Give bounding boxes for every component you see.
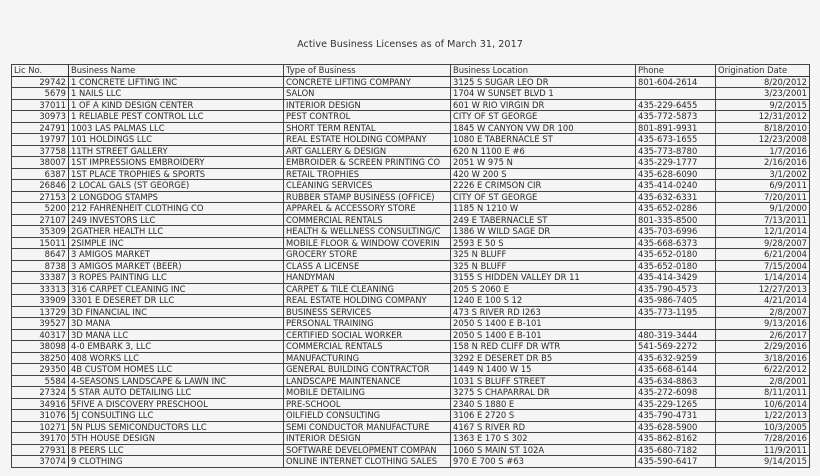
business-type-cell: CARPET & TILE CLEANING: [284, 283, 451, 295]
lic-no-cell: 37074: [12, 456, 69, 468]
lic-no-cell: 24791: [12, 122, 69, 134]
business-name-cell: 11TH STREET GALLERY: [69, 145, 284, 157]
header-business-location: Business Location: [451, 65, 636, 77]
phone-cell: 801-891-9931: [636, 122, 716, 134]
business-location-cell: 3125 S SUGAR LEO DR: [451, 76, 636, 88]
table-row: [12, 341, 810, 353]
table-row: [12, 306, 810, 318]
table-body: [12, 76, 810, 467]
phone-cell: 435-652-0180: [636, 260, 716, 272]
table-row: [12, 249, 810, 261]
table-row: [12, 111, 810, 123]
lic-no-cell: 38250: [12, 352, 69, 364]
phone-cell: 435-790-4731: [636, 410, 716, 422]
business-location-cell: 1031 S BLUFF STREET: [451, 375, 636, 387]
business-location-cell: 325 N BLUFF: [451, 249, 636, 261]
lic-no-cell: 5679: [12, 88, 69, 100]
header-type-of-business: Type of Business: [284, 65, 451, 77]
business-type-cell: CERTIFIED SOCIAL WORKER: [284, 329, 451, 341]
business-location-cell: 3275 S CHAPARRAL DR: [451, 387, 636, 399]
table-row: [12, 421, 810, 433]
origination-date-cell: 3/18/2016: [716, 352, 810, 364]
lic-no-cell: 33909: [12, 295, 69, 307]
origination-date-cell: 2/16/2016: [716, 157, 810, 169]
phone-cell: 435-673-1655: [636, 134, 716, 146]
table-row: [12, 283, 810, 295]
business-type-cell: HANDYMAN: [284, 272, 451, 284]
business-name-cell: 101 HOLDINGS LLC: [69, 134, 284, 146]
lic-no-cell: 38098: [12, 341, 69, 353]
origination-date-cell: 8/18/2010: [716, 122, 810, 134]
table-row: [12, 318, 810, 330]
business-location-cell: 3292 E DESERET DR B5: [451, 352, 636, 364]
business-name-cell: 9 CLOTHING: [69, 456, 284, 468]
lic-no-cell: 10271: [12, 421, 69, 433]
business-location-cell: 1845 W CANYON VW DR 100: [451, 122, 636, 134]
lic-no-cell: 19797: [12, 134, 69, 146]
business-type-cell: APPAREL & ACCESSORY STORE: [284, 203, 451, 215]
table-row: [12, 375, 810, 387]
header-business-name: Business Name: [69, 65, 284, 77]
business-location-cell: 1704 W SUNSET BLVD 1: [451, 88, 636, 100]
business-name-cell: 408 WORKS LLC: [69, 352, 284, 364]
business-name-cell: 3D FINANCIAL INC: [69, 306, 284, 318]
table-row: [12, 134, 810, 146]
origination-date-cell: 9/13/2016: [716, 318, 810, 330]
business-type-cell: COMMERCIAL RENTALS: [284, 214, 451, 226]
origination-date-cell: 10/3/2005: [716, 421, 810, 433]
lic-no-cell: 29742: [12, 76, 69, 88]
business-name-cell: 3301 E DESERET DR LLC: [69, 295, 284, 307]
lic-no-cell: 35309: [12, 226, 69, 238]
business-type-cell: INTERIOR DESIGN: [284, 433, 451, 445]
lic-no-cell: 31076: [12, 410, 69, 422]
business-location-cell: 970 E 700 S #63: [451, 456, 636, 468]
business-type-cell: GENERAL BUILDING CONTRACTOR: [284, 364, 451, 376]
business-type-cell: LANDSCAPE MAINTENANCE: [284, 375, 451, 387]
table-row: [12, 237, 810, 249]
phone-cell: 435-668-6144: [636, 364, 716, 376]
lic-no-cell: 5200: [12, 203, 69, 215]
origination-date-cell: 12/23/2008: [716, 134, 810, 146]
phone-cell: 435-272-6098: [636, 387, 716, 399]
business-name-cell: 5FIVE A DISCOVERY PRESCHOOL: [69, 398, 284, 410]
business-type-cell: RUBBER STAMP BUSINESS (OFFICE): [284, 191, 451, 203]
business-type-cell: OILFIELD CONSULTING: [284, 410, 451, 422]
business-type-cell: HEALTH & WELLNESS CONSULTING/C: [284, 226, 451, 238]
lic-no-cell: 5584: [12, 375, 69, 387]
business-name-cell: 5N PLUS SEMICONDUCTORS LLC: [69, 421, 284, 433]
business-location-cell: 2050 S 1400 E B-101: [451, 318, 636, 330]
phone-cell: 435-632-9259: [636, 352, 716, 364]
phone-cell: 435-652-0180: [636, 249, 716, 261]
header-phone: Phone: [636, 65, 716, 77]
business-name-cell: 4-SEASONS LANDSCAPE & LAWN INC: [69, 375, 284, 387]
business-type-cell: CONCRETE LIFTING COMPANY: [284, 76, 451, 88]
table-row: [12, 214, 810, 226]
phone-cell: 541-569-2272: [636, 341, 716, 353]
origination-date-cell: 8/20/2012: [716, 76, 810, 88]
business-name-cell: 1 CONCRETE LIFTING INC: [69, 76, 284, 88]
origination-date-cell: 11/9/2011: [716, 444, 810, 456]
business-name-cell: 3 AMIGOS MARKET: [69, 249, 284, 261]
business-type-cell: MOBILE DETAILING: [284, 387, 451, 399]
phone-cell: 435-628-5900: [636, 421, 716, 433]
table-row: [12, 387, 810, 399]
business-location-cell: 1060 S MAIN ST 102A: [451, 444, 636, 456]
origination-date-cell: 12/31/2012: [716, 111, 810, 123]
table-row: [12, 168, 810, 180]
table-row: [12, 410, 810, 422]
phone-cell: 435-773-1195: [636, 306, 716, 318]
lic-no-cell: 38007: [12, 157, 69, 169]
business-name-cell: 3 AMIGOS MARKET (BEER): [69, 260, 284, 272]
business-location-cell: 1386 W WILD SAGE DR: [451, 226, 636, 238]
lic-no-cell: 8738: [12, 260, 69, 272]
phone-cell: 435-772-5873: [636, 111, 716, 123]
business-location-cell: 158 N RED CLIFF DR WTR: [451, 341, 636, 353]
business-type-cell: COMMERCIAL RENTALS: [284, 341, 451, 353]
origination-date-cell: 6/9/2011: [716, 180, 810, 192]
origination-date-cell: 7/20/2011: [716, 191, 810, 203]
business-location-cell: 601 W RIO VIRGIN DR: [451, 99, 636, 111]
document-title: Active Business Licenses as of March 31, 2017: [297, 39, 523, 50]
origination-date-cell: 10/6/2014: [716, 398, 810, 410]
phone-cell: [636, 88, 716, 100]
phone-cell: 801-604-2614: [636, 76, 716, 88]
origination-date-cell: 6/21/2004: [716, 249, 810, 261]
business-name-cell: 1003 LAS PALMAS LLC: [69, 122, 284, 134]
business-location-cell: 2593 E 50 S: [451, 237, 636, 249]
phone-cell: 480-319-3444: [636, 329, 716, 341]
table-row: [12, 444, 810, 456]
table-row: [12, 203, 810, 215]
table-row: [12, 145, 810, 157]
phone-cell: 435-652-0286: [636, 203, 716, 215]
lic-no-cell: 33387: [12, 272, 69, 284]
origination-date-cell: 9/14/2015: [716, 456, 810, 468]
business-name-cell: 5TH HOUSE DESIGN: [69, 433, 284, 445]
business-location-cell: 1240 E 100 S 12: [451, 295, 636, 307]
origination-date-cell: 9/28/2007: [716, 237, 810, 249]
phone-cell: 435-229-1777: [636, 157, 716, 169]
business-name-cell: 1 OF A KIND DESIGN CENTER: [69, 99, 284, 111]
lic-no-cell: 27153: [12, 191, 69, 203]
business-location-cell: 2051 W 975 N: [451, 157, 636, 169]
origination-date-cell: 7/28/2016: [716, 433, 810, 445]
origination-date-cell: 2/6/2017: [716, 329, 810, 341]
table-row: [12, 191, 810, 203]
business-type-cell: SOFTWARE DEVELOPMENT COMPAN: [284, 444, 451, 456]
business-location-cell: 2340 S 1880 E: [451, 398, 636, 410]
business-location-cell: 1185 N 1210 W: [451, 203, 636, 215]
lic-no-cell: 27324: [12, 387, 69, 399]
phone-cell: 435-986-7405: [636, 295, 716, 307]
phone-cell: 435-634-8863: [636, 375, 716, 387]
business-location-cell: 620 N 1100 E #6: [451, 145, 636, 157]
business-name-cell: 3D MANA LLC: [69, 329, 284, 341]
origination-date-cell: 2/8/2007: [716, 306, 810, 318]
lic-no-cell: 37011: [12, 99, 69, 111]
phone-cell: 435-229-6455: [636, 99, 716, 111]
business-name-cell: 249 INVESTORS LLC: [69, 214, 284, 226]
header-lic-no: Lic No.: [12, 65, 69, 77]
business-type-cell: PERSONAL TRAINING: [284, 318, 451, 330]
business-type-cell: SALON: [284, 88, 451, 100]
table-row: [12, 180, 810, 192]
table-row: [12, 99, 810, 111]
business-name-cell: 3D MANA: [69, 318, 284, 330]
lic-no-cell: 39170: [12, 433, 69, 445]
business-licenses-table: [11, 64, 810, 468]
business-location-cell: 1363 E 170 S 302: [451, 433, 636, 445]
business-type-cell: MOBILE FLOOR & WINDOW COVERIN: [284, 237, 451, 249]
business-location-cell: 1449 N 1400 W 15: [451, 364, 636, 376]
origination-date-cell: 12/1/2014: [716, 226, 810, 238]
phone-cell: 435-590-6417: [636, 456, 716, 468]
business-name-cell: 4B CUSTOM HOMES LLC: [69, 364, 284, 376]
business-type-cell: INTERIOR DESIGN: [284, 99, 451, 111]
lic-no-cell: 33313: [12, 283, 69, 295]
table-header-row: [12, 65, 810, 77]
table-row: [12, 272, 810, 284]
business-name-cell: 1ST IMPRESSIONS EMBROIDERY: [69, 157, 284, 169]
origination-date-cell: 2/29/2016: [716, 341, 810, 353]
business-type-cell: CLEANING SERVICES: [284, 180, 451, 192]
lic-no-cell: 27931: [12, 444, 69, 456]
business-name-cell: 8 PEERS LLC: [69, 444, 284, 456]
phone-cell: 435-628-6090: [636, 168, 716, 180]
phone-cell: 435-414-3429: [636, 272, 716, 284]
table-row: [12, 398, 810, 410]
origination-date-cell: 8/11/2011: [716, 387, 810, 399]
lic-no-cell: 30973: [12, 111, 69, 123]
table-row: [12, 456, 810, 468]
lic-no-cell: 40317: [12, 329, 69, 341]
business-name-cell: 1 RELIABLE PEST CONTROL LLC: [69, 111, 284, 123]
business-name-cell: 1 NAILS LLC: [69, 88, 284, 100]
business-name-cell: 3 ROPES PAINTING LLC: [69, 272, 284, 284]
lic-no-cell: 39527: [12, 318, 69, 330]
business-name-cell: 2GATHER HEALTH LLC: [69, 226, 284, 238]
origination-date-cell: 9/1/2000: [716, 203, 810, 215]
business-name-cell: 4-0 EMBARK 3, LLC: [69, 341, 284, 353]
business-type-cell: BUSINESS SERVICES: [284, 306, 451, 318]
origination-date-cell: 2/8/2001: [716, 375, 810, 387]
business-type-cell: SEMI CONDUCTOR MANUFACTURE: [284, 421, 451, 433]
origination-date-cell: 3/23/2001: [716, 88, 810, 100]
business-location-cell: CITY OF ST GEORGE: [451, 191, 636, 203]
table-row: [12, 352, 810, 364]
business-location-cell: CITY OF ST GEORGE: [451, 111, 636, 123]
business-location-cell: 1080 E TABERNACLE ST: [451, 134, 636, 146]
business-location-cell: 4167 S RIVER RD: [451, 421, 636, 433]
origination-date-cell: 4/21/2014: [716, 295, 810, 307]
phone-cell: 435-790-4573: [636, 283, 716, 295]
table-row: [12, 226, 810, 238]
business-name-cell: 1ST PLACE TROPHIES & SPORTS: [69, 168, 284, 180]
origination-date-cell: 6/22/2012: [716, 364, 810, 376]
table-row: [12, 260, 810, 272]
business-location-cell: 420 W 200 S: [451, 168, 636, 180]
phone-cell: 801-335-8500: [636, 214, 716, 226]
phone-cell: 435-773-8780: [636, 145, 716, 157]
table-row: [12, 88, 810, 100]
lic-no-cell: 13729: [12, 306, 69, 318]
business-type-cell: PRE-SCHOOL: [284, 398, 451, 410]
table-row: [12, 329, 810, 341]
business-location-cell: 325 N BLUFF: [451, 260, 636, 272]
table-row: [12, 433, 810, 445]
lic-no-cell: 15011: [12, 237, 69, 249]
origination-date-cell: 9/2/2015: [716, 99, 810, 111]
business-location-cell: 3106 E 2720 S: [451, 410, 636, 422]
table-row: [12, 76, 810, 88]
business-name-cell: 5J CONSULTING LLC: [69, 410, 284, 422]
phone-cell: 435-680-7182: [636, 444, 716, 456]
business-type-cell: EMBROIDER & SCREEN PRINTING CO: [284, 157, 451, 169]
business-type-cell: REAL ESTATE HOLDING COMPANY: [284, 295, 451, 307]
business-location-cell: 2050 S 1400 E B-101: [451, 329, 636, 341]
business-type-cell: SHORT TERM RENTAL: [284, 122, 451, 134]
table-row: [12, 157, 810, 169]
lic-no-cell: 34916: [12, 398, 69, 410]
business-name-cell: 2SIMPLE INC: [69, 237, 284, 249]
business-name-cell: 316 CARPET CLEANING INC: [69, 283, 284, 295]
lic-no-cell: 29350: [12, 364, 69, 376]
origination-date-cell: 7/13/2011: [716, 214, 810, 226]
table-row: [12, 122, 810, 134]
business-location-cell: 249 E TABERNACLE ST: [451, 214, 636, 226]
phone-cell: [636, 318, 716, 330]
origination-date-cell: 1/14/2014: [716, 272, 810, 284]
header-origination-date: Origination Date: [716, 65, 810, 77]
business-type-cell: REAL ESTATE HOLDING COMPANY: [284, 134, 451, 146]
phone-cell: 435-668-6373: [636, 237, 716, 249]
business-type-cell: GROCERY STORE: [284, 249, 451, 261]
origination-date-cell: 3/1/2002: [716, 168, 810, 180]
business-type-cell: MANUFACTURING: [284, 352, 451, 364]
business-location-cell: 3155 S HIDDEN VALLEY DR 11: [451, 272, 636, 284]
lic-no-cell: 37758: [12, 145, 69, 157]
business-type-cell: PEST CONTROL: [284, 111, 451, 123]
phone-cell: 435-414-0240: [636, 180, 716, 192]
origination-date-cell: 1/22/2013: [716, 410, 810, 422]
origination-date-cell: 7/15/2004: [716, 260, 810, 272]
phone-cell: 435-862-8162: [636, 433, 716, 445]
business-name-cell: 2 LONGDOG STAMPS: [69, 191, 284, 203]
lic-no-cell: 8647: [12, 249, 69, 261]
lic-no-cell: 26846: [12, 180, 69, 192]
phone-cell: 435-229-1265: [636, 398, 716, 410]
business-type-cell: CLASS A LICENSE: [284, 260, 451, 272]
table-row: [12, 295, 810, 307]
phone-cell: 435-632-6331: [636, 191, 716, 203]
origination-date-cell: 12/27/2013: [716, 283, 810, 295]
lic-no-cell: 27107: [12, 214, 69, 226]
business-type-cell: RETAIL TROPHIES: [284, 168, 451, 180]
business-name-cell: 5 STAR AUTO DETAILING LLC: [69, 387, 284, 399]
business-type-cell: ONLINE INTERNET CLOTHING SALES: [284, 456, 451, 468]
business-type-cell: ART GALLERY & DESIGN: [284, 145, 451, 157]
lic-no-cell: 6387: [12, 168, 69, 180]
business-name-cell: 212 FAHRENHEIT CLOTHING CO: [69, 203, 284, 215]
business-location-cell: 2226 E CRIMSON CIR: [451, 180, 636, 192]
business-location-cell: 205 S 2060 E: [451, 283, 636, 295]
table-row: [12, 364, 810, 376]
origination-date-cell: 1/7/2016: [716, 145, 810, 157]
phone-cell: 435-703-6996: [636, 226, 716, 238]
business-location-cell: 473 S RIVER RD I263: [451, 306, 636, 318]
business-name-cell: 2 LOCAL GALS (ST GEORGE): [69, 180, 284, 192]
